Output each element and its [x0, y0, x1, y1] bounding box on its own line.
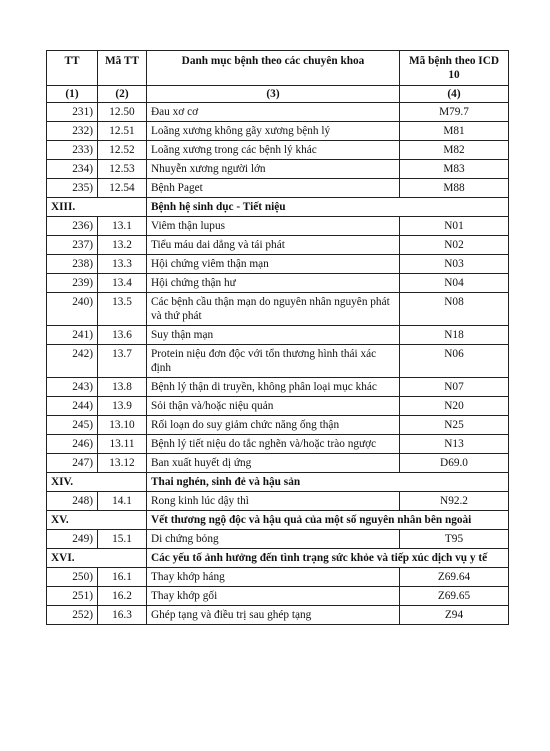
row-code-tt: 13.11	[98, 435, 147, 454]
column-number-4: (4)	[400, 86, 509, 103]
row-disease-name: Rối loạn do suy giảm chức năng ống thận	[147, 416, 400, 435]
row-code-tt: 16.1	[98, 568, 147, 587]
header-icd-code: Mã bệnh theo ICD 10	[400, 51, 509, 86]
row-icd-code: N13	[400, 435, 509, 454]
section-number: XIV.	[47, 473, 147, 492]
row-icd-code: N03	[400, 255, 509, 274]
section-row	[47, 198, 509, 217]
row-number: 239)	[47, 274, 98, 293]
row-icd-code: N20	[400, 397, 509, 416]
row-icd-code: M79.7	[400, 103, 509, 122]
table-row	[47, 378, 509, 397]
row-number: 241)	[47, 326, 98, 345]
table-row	[47, 293, 509, 326]
row-disease-name: Đau xơ cơ	[147, 103, 400, 122]
table-row	[47, 435, 509, 454]
section-title: Bệnh hệ sinh dục - Tiết niệu	[147, 198, 509, 217]
section-number: XVI.	[47, 549, 147, 568]
row-number: 242)	[47, 345, 98, 378]
row-disease-name: Tiểu máu dai dẳng và tái phát	[147, 236, 400, 255]
row-disease-name: Bệnh Paget	[147, 179, 400, 198]
section-row	[47, 473, 509, 492]
row-number: 234)	[47, 160, 98, 179]
section-title: Các yếu tố ảnh hưởng đến tình trạng sức khỏe và tiếp xúc dịch vụ y tế	[147, 549, 509, 568]
row-code-tt: 12.51	[98, 122, 147, 141]
row-number: 247)	[47, 454, 98, 473]
column-number-1: (1)	[47, 86, 98, 103]
row-icd-code: N07	[400, 378, 509, 397]
row-number: 244)	[47, 397, 98, 416]
row-icd-code: Z69.65	[400, 587, 509, 606]
row-code-tt: 14.1	[98, 492, 147, 511]
row-number: 245)	[47, 416, 98, 435]
row-number: 235)	[47, 179, 98, 198]
row-number: 232)	[47, 122, 98, 141]
row-code-tt: 13.2	[98, 236, 147, 255]
row-code-tt: 12.53	[98, 160, 147, 179]
row-icd-code: N08	[400, 293, 509, 326]
table-row	[47, 160, 509, 179]
row-disease-name: Protein niệu đơn độc với tổn thương hình thái xác định	[147, 345, 400, 378]
row-icd-code: N92.2	[400, 492, 509, 511]
row-number: 248)	[47, 492, 98, 511]
header-disease-name: Danh mục bệnh theo các chuyên khoa	[147, 51, 400, 86]
row-code-tt: 12.50	[98, 103, 147, 122]
row-code-tt: 16.3	[98, 606, 147, 625]
table-row	[47, 103, 509, 122]
row-number: 251)	[47, 587, 98, 606]
row-disease-name: Hội chứng thận hư	[147, 274, 400, 293]
table-row	[47, 122, 509, 141]
table-row	[47, 530, 509, 549]
header-ma-tt: Mã TT	[98, 51, 147, 86]
row-code-tt: 13.4	[98, 274, 147, 293]
row-icd-code: N06	[400, 345, 509, 378]
section-row	[47, 549, 509, 568]
table-row	[47, 587, 509, 606]
row-icd-code: T95	[400, 530, 509, 549]
table-row	[47, 141, 509, 160]
table-row	[47, 606, 509, 625]
row-icd-code: D69.0	[400, 454, 509, 473]
table-row	[47, 217, 509, 236]
row-disease-name: Sỏi thận và/hoặc niệu quản	[147, 397, 400, 416]
table-row	[47, 345, 509, 378]
row-number: 252)	[47, 606, 98, 625]
row-disease-name: Hội chứng viêm thận mạn	[147, 255, 400, 274]
row-code-tt: 16.2	[98, 587, 147, 606]
row-code-tt: 12.54	[98, 179, 147, 198]
section-title: Thai nghén, sinh đẻ và hậu sản	[147, 473, 509, 492]
row-number: 237)	[47, 236, 98, 255]
row-disease-name: Ghép tạng và điều trị sau ghép tạng	[147, 606, 400, 625]
row-icd-code: N01	[400, 217, 509, 236]
row-icd-code: Z94	[400, 606, 509, 625]
row-disease-name: Loãng xương không gãy xương bệnh lý	[147, 122, 400, 141]
row-icd-code: N18	[400, 326, 509, 345]
table-row	[47, 179, 509, 198]
row-disease-name: Loãng xương trong các bệnh lý khác	[147, 141, 400, 160]
table-row	[47, 454, 509, 473]
header-tt: TT	[47, 51, 98, 86]
row-code-tt: 13.1	[98, 217, 147, 236]
table-row	[47, 568, 509, 587]
table-row	[47, 255, 509, 274]
row-number: 250)	[47, 568, 98, 587]
row-icd-code: N25	[400, 416, 509, 435]
row-code-tt: 13.5	[98, 293, 147, 326]
row-number: 238)	[47, 255, 98, 274]
row-disease-name: Thay khớp gối	[147, 587, 400, 606]
row-code-tt: 13.6	[98, 326, 147, 345]
table-header-row	[47, 51, 509, 86]
row-code-tt: 12.52	[98, 141, 147, 160]
row-disease-name: Các bệnh cầu thận mạn do nguyên nhân nguyên phát và thứ phát	[147, 293, 400, 326]
row-number: 246)	[47, 435, 98, 454]
row-number: 233)	[47, 141, 98, 160]
row-icd-code: M81	[400, 122, 509, 141]
table-row	[47, 236, 509, 255]
row-icd-code: Z69.64	[400, 568, 509, 587]
row-disease-name: Bệnh lý thận di truyền, không phân loại mục khác	[147, 378, 400, 397]
row-disease-name: Nhuyễn xương người lớn	[147, 160, 400, 179]
table-row	[47, 326, 509, 345]
row-number: 243)	[47, 378, 98, 397]
row-code-tt: 13.9	[98, 397, 147, 416]
row-code-tt: 13.7	[98, 345, 147, 378]
table-body	[47, 103, 509, 625]
row-number: 236)	[47, 217, 98, 236]
disease-code-table	[46, 50, 509, 625]
row-disease-name: Suy thận mạn	[147, 326, 400, 345]
row-icd-code: M82	[400, 141, 509, 160]
table-row	[47, 416, 509, 435]
column-number-2: (2)	[98, 86, 147, 103]
section-number: XIII.	[47, 198, 147, 217]
row-disease-name: Thay khớp háng	[147, 568, 400, 587]
table-row	[47, 274, 509, 293]
row-code-tt: 13.10	[98, 416, 147, 435]
section-title: Vết thương ngộ độc và hậu quả của một số nguyên nhân bên ngoài	[147, 511, 509, 530]
row-code-tt: 13.8	[98, 378, 147, 397]
column-number-3: (3)	[147, 86, 400, 103]
row-number: 240)	[47, 293, 98, 326]
section-row	[47, 511, 509, 530]
row-code-tt: 13.12	[98, 454, 147, 473]
row-icd-code: M88	[400, 179, 509, 198]
column-number-row	[47, 86, 509, 103]
table-row	[47, 492, 509, 511]
row-icd-code: N02	[400, 236, 509, 255]
row-number: 231)	[47, 103, 98, 122]
row-disease-name: Viêm thận lupus	[147, 217, 400, 236]
row-disease-name: Rong kinh lúc dậy thì	[147, 492, 400, 511]
row-code-tt: 13.3	[98, 255, 147, 274]
row-icd-code: N04	[400, 274, 509, 293]
row-disease-name: Di chứng bỏng	[147, 530, 400, 549]
row-disease-name: Bệnh lý tiết niệu do tắc nghẽn và/hoặc trào ngược	[147, 435, 400, 454]
row-number: 249)	[47, 530, 98, 549]
row-icd-code: M83	[400, 160, 509, 179]
row-code-tt: 15.1	[98, 530, 147, 549]
row-disease-name: Ban xuất huyết dị ứng	[147, 454, 400, 473]
table-row	[47, 397, 509, 416]
section-number: XV.	[47, 511, 147, 530]
